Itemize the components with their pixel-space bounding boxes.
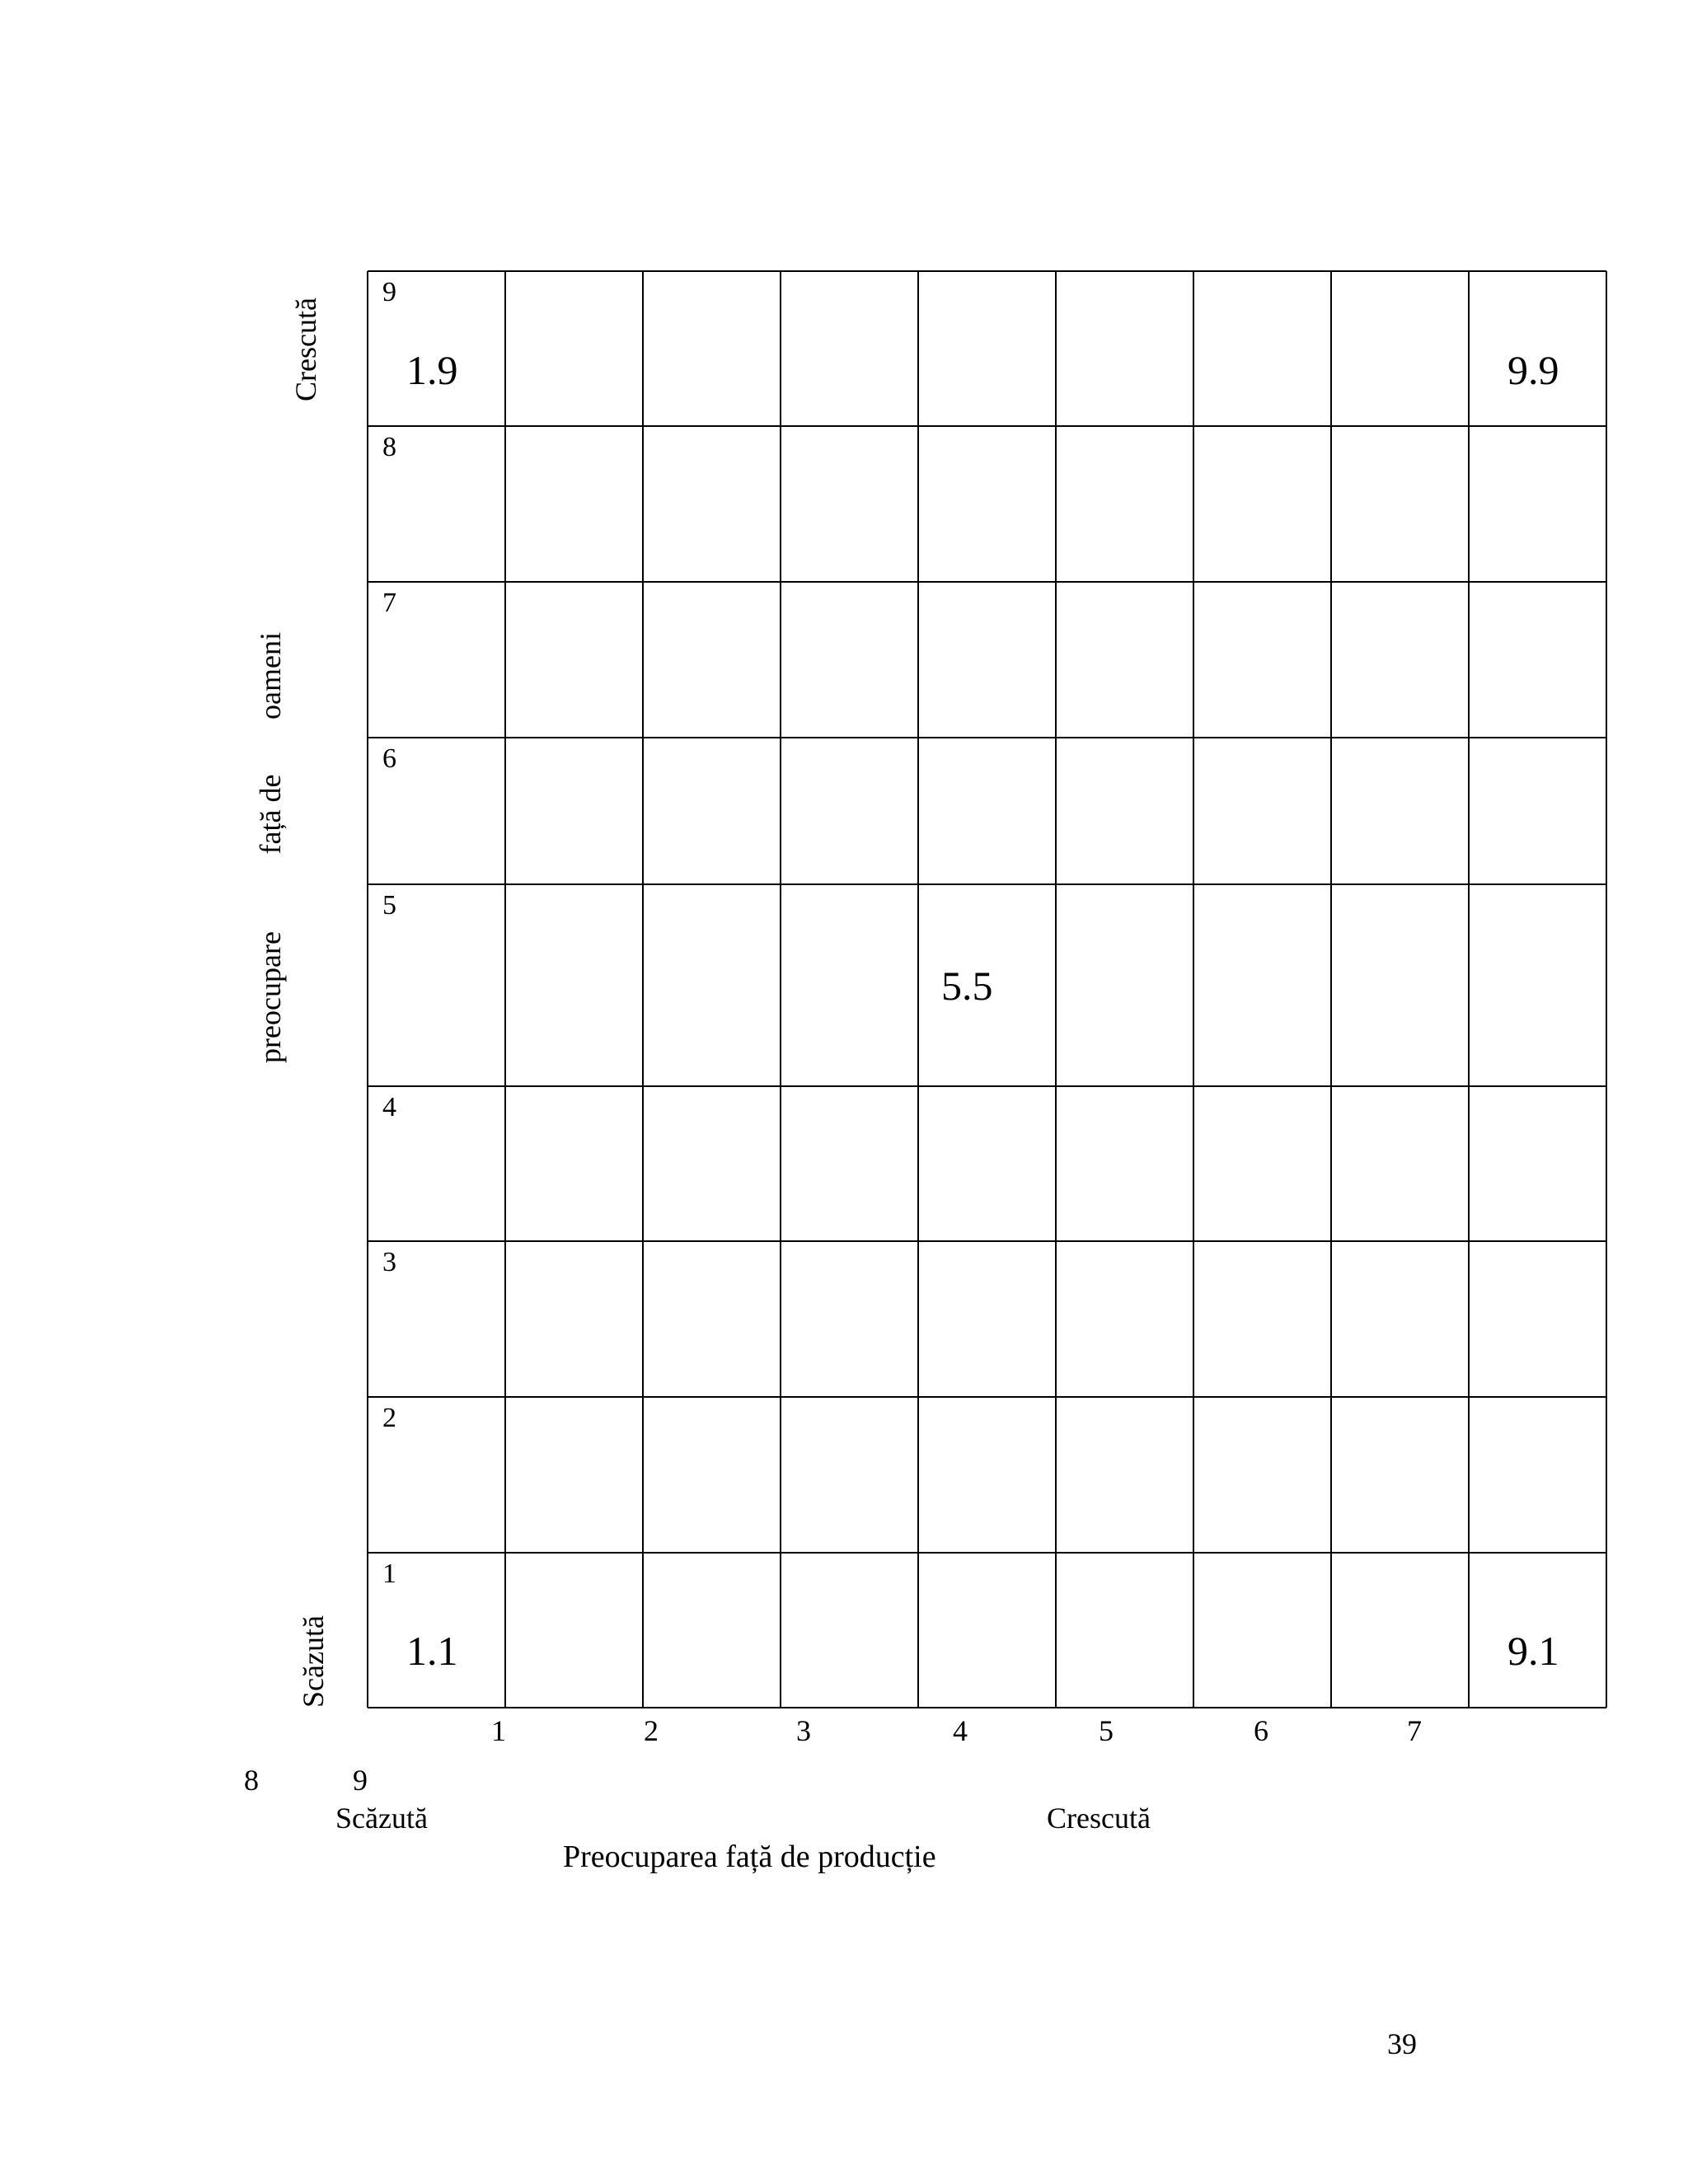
x-tick-label-5: 5: [1099, 1714, 1114, 1747]
style-label-9-9: 9.9: [1507, 347, 1559, 393]
x-axis-low-label: Scăzută: [335, 1802, 428, 1835]
y-axis-title-word-3: preocupare: [254, 931, 287, 1063]
row-label-7: 7: [382, 588, 396, 618]
row-label-1: 1: [382, 1558, 396, 1589]
row-label-6: 6: [382, 743, 396, 774]
page-number: 39: [1387, 2027, 1417, 2060]
row-label-2: 2: [382, 1403, 396, 1433]
row-label-4: 4: [382, 1092, 396, 1122]
x-axis-extra-label-8: 8: [244, 1764, 259, 1797]
y-axis-title-word-1: oameni: [254, 632, 287, 719]
x-axis-extra-label-9: 9: [353, 1764, 368, 1797]
style-label-9-1: 9.1: [1507, 1628, 1559, 1674]
row-label-9: 9: [382, 277, 396, 307]
x-tick-label-6: 6: [1254, 1714, 1268, 1747]
x-tick-label-2: 2: [644, 1714, 659, 1747]
x-axis-title: Preocuparea față de producție: [563, 1840, 936, 1874]
x-tick-label-4: 4: [953, 1714, 968, 1747]
y-axis-title-word-2: față de: [254, 774, 287, 855]
style-label-5-5: 5.5: [941, 963, 993, 1009]
row-label-3: 3: [382, 1247, 396, 1277]
style-label-1-1: 1.1: [406, 1628, 458, 1674]
row-label-8: 8: [382, 432, 396, 462]
style-label-1-9: 1.9: [406, 347, 458, 393]
y-axis-low-label: Scăzută: [297, 1615, 330, 1708]
row-label-5: 5: [382, 890, 396, 921]
x-axis-high-label: Crescută: [1047, 1802, 1151, 1835]
x-tick-label-7: 7: [1407, 1714, 1422, 1747]
y-axis-high-label: Crescută: [289, 298, 322, 401]
x-tick-label-3: 3: [796, 1714, 811, 1747]
x-tick-label-1: 1: [491, 1714, 506, 1747]
